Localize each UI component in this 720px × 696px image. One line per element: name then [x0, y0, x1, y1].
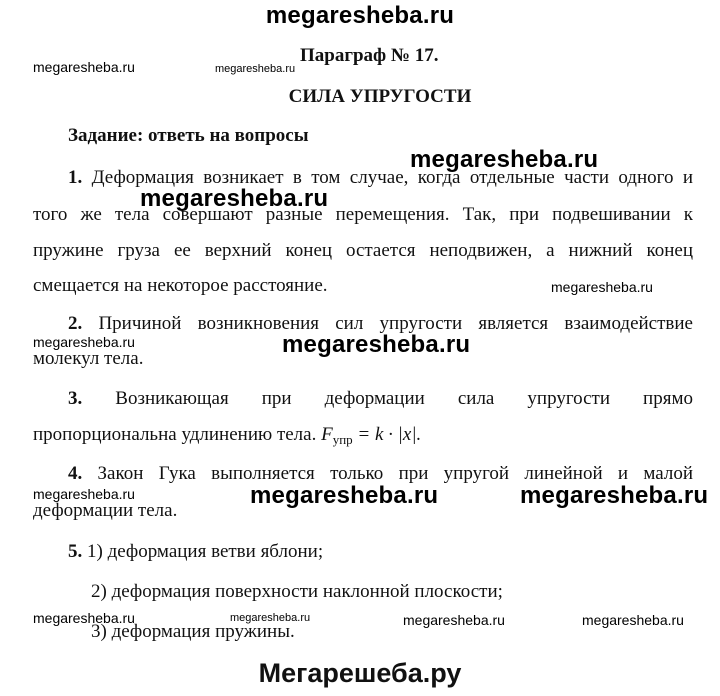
answer-4-line-2: деформации тела. — [33, 500, 178, 521]
answer-1-line-3: пружине груза ее верхний конец остается неподвижен, а нижний конец — [33, 240, 693, 261]
watermark: megaresheba.ru — [33, 334, 135, 350]
answer-5-number: 5. — [68, 541, 83, 562]
answer-4-number: 4. — [68, 463, 83, 484]
watermark: megaresheba.ru — [520, 482, 709, 509]
answer-5-item-3: 3) деформация пружины. — [91, 621, 295, 642]
answer-5-item-2: 2) деформация поверхности наклонной плоскости; — [91, 581, 503, 602]
answer-3-line-2 — [33, 425, 421, 450]
answer-1-number: 1. — [68, 167, 83, 188]
answer-5-line-1 — [68, 542, 323, 562]
watermark: megaresheba.ru — [230, 612, 311, 624]
watermark: megaresheba.ru — [403, 612, 505, 628]
watermark: megaresheba.ru — [140, 185, 329, 212]
formula-subscript: упр — [332, 432, 353, 447]
watermark-top: megaresheba.ru — [265, 2, 455, 29]
answer-1-text: Деформация возникает в том случае, когда отдельные части одного и — [91, 167, 693, 188]
watermark: megaresheba.ru — [33, 59, 135, 75]
formula-f: F — [321, 424, 333, 445]
watermark: megaresheba.ru — [410, 146, 599, 173]
answer-4-text: Закон Гука выполняется только при упругой линейной и малой — [97, 463, 693, 484]
answer-2-number: 2. — [68, 313, 83, 334]
answer-3-line-1 — [68, 389, 693, 409]
watermark: megaresheba.ru — [250, 482, 439, 509]
watermark: megaresheba.ru — [215, 63, 296, 75]
answer-2-line-2: молекул тела. — [33, 348, 144, 369]
answer-4-line-1 — [68, 464, 693, 484]
formula-rest: = k · |x|. — [352, 424, 422, 445]
footer-brand: Мегарешеба.ру — [258, 658, 462, 688]
watermark: megaresheba.ru — [551, 279, 653, 295]
answer-3-text: Возникающая при деформации сила упругости прямо — [115, 388, 693, 409]
watermark: megaresheba.ru — [33, 610, 135, 626]
watermark: megaresheba.ru — [582, 612, 684, 628]
answer-1-line-4: смещается на некоторое расстояние. — [33, 275, 328, 296]
section-title: СИЛА УПРУГОСТИ — [288, 86, 472, 107]
answer-3-text-2: пропорциональна удлинению тела. — [33, 424, 317, 445]
task-heading: Задание: ответь на вопросы — [68, 125, 309, 146]
answer-5-item-1: 1) деформация ветви яблони; — [87, 541, 324, 562]
answer-3-number: 3. — [68, 388, 83, 409]
answer-1-line-2: того же тела совершают разные перемещения. Так, при подвешивании к — [33, 204, 693, 225]
watermark: megaresheba.ru — [282, 331, 471, 358]
paragraph-title: Параграф № 17. — [300, 45, 439, 66]
answer-2-text: Причиной возникновения сил упругости является взаимодействие — [98, 313, 693, 334]
watermark: megaresheba.ru — [33, 486, 135, 502]
